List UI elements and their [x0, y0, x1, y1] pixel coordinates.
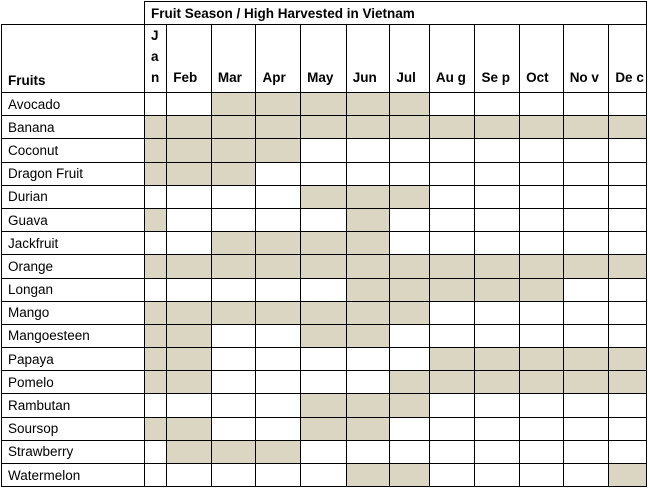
- season-cell-apr: [256, 232, 301, 255]
- season-cell-nov: [563, 208, 609, 231]
- month-header-sep: Se p: [475, 25, 520, 93]
- month-header-jul: Jul: [390, 25, 430, 93]
- season-cell-jan: [144, 464, 166, 487]
- season-cell-mar: [211, 394, 256, 417]
- season-cell-apr: [256, 185, 301, 208]
- title-corner-cell: [2, 2, 145, 25]
- season-cell-sep: [475, 301, 520, 324]
- season-cell-may: [301, 417, 347, 440]
- table-row: [2, 139, 647, 162]
- season-cell-apr: [256, 324, 301, 347]
- season-cell-feb: [167, 162, 212, 185]
- season-cell-aug: [429, 394, 475, 417]
- season-cell-jun: [346, 139, 390, 162]
- fruit-name-cell: Coconut: [2, 139, 145, 162]
- season-cell-oct: [520, 232, 564, 255]
- season-cell-nov: [563, 93, 609, 116]
- season-cell-sep: [475, 371, 520, 394]
- season-cell-oct: [520, 324, 564, 347]
- table-row: [2, 371, 647, 394]
- season-cell-may: [301, 185, 347, 208]
- season-cell-jul: [390, 371, 430, 394]
- season-cell-sep: [475, 232, 520, 255]
- season-cell-mar: [211, 371, 256, 394]
- season-cell-nov: [563, 371, 609, 394]
- season-cell-oct: [520, 139, 564, 162]
- season-cell-mar: [211, 185, 256, 208]
- season-cell-feb: [167, 232, 212, 255]
- season-cell-nov: [563, 116, 609, 139]
- fruit-name-cell: Strawberry: [2, 440, 145, 463]
- season-cell-jun: [346, 208, 390, 231]
- season-cell-oct: [520, 440, 564, 463]
- season-cell-apr: [256, 371, 301, 394]
- season-cell-sep: [475, 417, 520, 440]
- season-cell-oct: [520, 464, 564, 487]
- season-cell-dec: [609, 371, 647, 394]
- season-cell-aug: [429, 348, 475, 371]
- season-cell-jun: [346, 116, 390, 139]
- season-cell-mar: [211, 116, 256, 139]
- season-cell-jan: [144, 394, 166, 417]
- season-cell-may: [301, 440, 347, 463]
- season-cell-nov: [563, 417, 609, 440]
- season-cell-jun: [346, 394, 390, 417]
- season-cell-aug: [429, 162, 475, 185]
- season-cell-aug: [429, 208, 475, 231]
- season-cell-feb: [167, 464, 212, 487]
- season-cell-sep: [475, 440, 520, 463]
- month-header-apr: Apr: [256, 25, 301, 93]
- season-cell-may: [301, 301, 347, 324]
- season-cell-jun: [346, 232, 390, 255]
- season-cell-apr: [256, 278, 301, 301]
- table-row: [2, 464, 647, 487]
- season-cell-jul: [390, 208, 430, 231]
- season-cell-nov: [563, 324, 609, 347]
- season-cell-jul: [390, 139, 430, 162]
- season-cell-aug: [429, 255, 475, 278]
- fruit-name-cell: Jackfruit: [2, 232, 145, 255]
- fruit-name-cell: Mango: [2, 301, 145, 324]
- season-cell-jan: [144, 162, 166, 185]
- season-cell-mar: [211, 278, 256, 301]
- table-row: [2, 348, 647, 371]
- fruit-name-cell: Pomelo: [2, 371, 145, 394]
- season-cell-jul: [390, 116, 430, 139]
- month-header-aug: Au g: [429, 25, 475, 93]
- season-cell-mar: [211, 417, 256, 440]
- season-cell-jun: [346, 301, 390, 324]
- fruit-name-cell: Guava: [2, 208, 145, 231]
- season-cell-mar: [211, 162, 256, 185]
- season-cell-mar: [211, 440, 256, 463]
- season-cell-jan: [144, 348, 166, 371]
- season-cell-jul: [390, 93, 430, 116]
- fruits-column-header: Fruits: [2, 25, 145, 93]
- season-cell-sep: [475, 185, 520, 208]
- month-header-dec: De c: [609, 25, 647, 93]
- season-cell-jul: [390, 255, 430, 278]
- season-cell-oct: [520, 162, 564, 185]
- season-cell-dec: [609, 348, 647, 371]
- season-cell-oct: [520, 255, 564, 278]
- fruit-name-cell: Orange: [2, 255, 145, 278]
- fruit-name-cell: Longan: [2, 278, 145, 301]
- season-cell-nov: [563, 185, 609, 208]
- season-cell-may: [301, 371, 347, 394]
- header-row: [2, 25, 647, 93]
- season-cell-mar: [211, 208, 256, 231]
- fruit-name-cell: Avocado: [2, 93, 145, 116]
- season-cell-dec: [609, 464, 647, 487]
- season-cell-apr: [256, 139, 301, 162]
- season-cell-oct: [520, 93, 564, 116]
- season-cell-oct: [520, 116, 564, 139]
- fruit-name-cell: Soursop: [2, 417, 145, 440]
- season-cell-jan: [144, 324, 166, 347]
- season-cell-jun: [346, 371, 390, 394]
- season-cell-jul: [390, 185, 430, 208]
- table-row: [2, 278, 647, 301]
- season-cell-feb: [167, 116, 212, 139]
- season-cell-jan: [144, 208, 166, 231]
- season-cell-aug: [429, 440, 475, 463]
- month-header-jan: J a n: [144, 25, 166, 93]
- fruit-name-cell: Rambutan: [2, 394, 145, 417]
- season-cell-jun: [346, 162, 390, 185]
- season-cell-dec: [609, 440, 647, 463]
- season-cell-aug: [429, 116, 475, 139]
- season-cell-jan: [144, 417, 166, 440]
- season-cell-aug: [429, 93, 475, 116]
- season-cell-may: [301, 162, 347, 185]
- season-cell-jul: [390, 348, 430, 371]
- season-cell-nov: [563, 301, 609, 324]
- season-cell-apr: [256, 348, 301, 371]
- table-row: [2, 440, 647, 463]
- season-cell-dec: [609, 116, 647, 139]
- season-cell-nov: [563, 255, 609, 278]
- season-cell-apr: [256, 301, 301, 324]
- season-cell-oct: [520, 348, 564, 371]
- table-title: Fruit Season / High Harvested in Vietnam: [144, 2, 646, 25]
- season-cell-jan: [144, 278, 166, 301]
- fruit-season-table: [1, 1, 647, 487]
- season-cell-jul: [390, 464, 430, 487]
- season-cell-may: [301, 278, 347, 301]
- season-cell-dec: [609, 255, 647, 278]
- season-cell-feb: [167, 417, 212, 440]
- month-header-oct: Oct: [520, 25, 564, 93]
- season-cell-apr: [256, 394, 301, 417]
- season-cell-feb: [167, 371, 212, 394]
- season-cell-jun: [346, 348, 390, 371]
- season-cell-apr: [256, 162, 301, 185]
- season-cell-jun: [346, 324, 390, 347]
- season-cell-jun: [346, 185, 390, 208]
- season-cell-jan: [144, 301, 166, 324]
- season-cell-dec: [609, 278, 647, 301]
- season-cell-sep: [475, 208, 520, 231]
- season-cell-mar: [211, 139, 256, 162]
- season-cell-dec: [609, 417, 647, 440]
- season-cell-sep: [475, 278, 520, 301]
- season-cell-jun: [346, 93, 390, 116]
- season-cell-aug: [429, 139, 475, 162]
- season-cell-jan: [144, 93, 166, 116]
- season-cell-dec: [609, 394, 647, 417]
- season-cell-jun: [346, 278, 390, 301]
- season-cell-may: [301, 255, 347, 278]
- season-cell-apr: [256, 93, 301, 116]
- season-cell-mar: [211, 464, 256, 487]
- season-cell-oct: [520, 394, 564, 417]
- season-cell-feb: [167, 278, 212, 301]
- season-cell-jun: [346, 464, 390, 487]
- season-cell-jan: [144, 139, 166, 162]
- season-cell-nov: [563, 440, 609, 463]
- season-cell-sep: [475, 162, 520, 185]
- season-cell-jun: [346, 255, 390, 278]
- season-cell-jul: [390, 278, 430, 301]
- season-cell-feb: [167, 348, 212, 371]
- month-header-nov: No v: [563, 25, 609, 93]
- season-cell-may: [301, 394, 347, 417]
- season-cell-sep: [475, 394, 520, 417]
- season-cell-aug: [429, 371, 475, 394]
- season-cell-dec: [609, 93, 647, 116]
- season-cell-sep: [475, 348, 520, 371]
- season-cell-jul: [390, 324, 430, 347]
- season-cell-sep: [475, 116, 520, 139]
- table-row: [2, 185, 647, 208]
- season-cell-jan: [144, 440, 166, 463]
- season-cell-may: [301, 208, 347, 231]
- season-cell-mar: [211, 232, 256, 255]
- month-header-feb: Feb: [167, 25, 212, 93]
- table-row: [2, 255, 647, 278]
- table-row: [2, 93, 647, 116]
- season-cell-nov: [563, 348, 609, 371]
- season-cell-apr: [256, 464, 301, 487]
- month-header-jun: Jun: [346, 25, 390, 93]
- season-cell-dec: [609, 139, 647, 162]
- season-cell-dec: [609, 162, 647, 185]
- season-cell-apr: [256, 417, 301, 440]
- season-cell-may: [301, 116, 347, 139]
- season-cell-jan: [144, 185, 166, 208]
- season-cell-feb: [167, 394, 212, 417]
- fruit-name-cell: Durian: [2, 185, 145, 208]
- season-cell-mar: [211, 348, 256, 371]
- season-cell-aug: [429, 232, 475, 255]
- season-cell-jul: [390, 301, 430, 324]
- table-row: [2, 208, 647, 231]
- season-cell-oct: [520, 371, 564, 394]
- season-cell-dec: [609, 301, 647, 324]
- season-cell-sep: [475, 139, 520, 162]
- season-cell-apr: [256, 116, 301, 139]
- table-row: [2, 417, 647, 440]
- season-cell-aug: [429, 464, 475, 487]
- season-cell-jan: [144, 116, 166, 139]
- season-cell-aug: [429, 301, 475, 324]
- season-cell-nov: [563, 139, 609, 162]
- season-cell-feb: [167, 301, 212, 324]
- season-cell-feb: [167, 185, 212, 208]
- season-cell-aug: [429, 278, 475, 301]
- season-cell-jun: [346, 417, 390, 440]
- table-row: [2, 324, 647, 347]
- season-cell-nov: [563, 394, 609, 417]
- season-cell-nov: [563, 232, 609, 255]
- season-cell-jan: [144, 255, 166, 278]
- season-cell-feb: [167, 324, 212, 347]
- season-cell-apr: [256, 440, 301, 463]
- season-cell-jan: [144, 232, 166, 255]
- season-cell-may: [301, 464, 347, 487]
- table-row: [2, 162, 647, 185]
- season-cell-dec: [609, 208, 647, 231]
- season-cell-apr: [256, 255, 301, 278]
- table-row: [2, 116, 647, 139]
- fruit-name-cell: Papaya: [2, 348, 145, 371]
- season-cell-jul: [390, 162, 430, 185]
- table-row: [2, 301, 647, 324]
- fruit-name-cell: Mangoesteen: [2, 324, 145, 347]
- table-row: [2, 232, 647, 255]
- fruit-name-cell: Dragon Fruit: [2, 162, 145, 185]
- season-cell-aug: [429, 324, 475, 347]
- season-cell-oct: [520, 278, 564, 301]
- season-cell-may: [301, 139, 347, 162]
- title-row: [2, 2, 647, 25]
- season-cell-aug: [429, 185, 475, 208]
- season-cell-nov: [563, 278, 609, 301]
- season-cell-feb: [167, 255, 212, 278]
- season-cell-sep: [475, 324, 520, 347]
- season-cell-jul: [390, 232, 430, 255]
- season-cell-jun: [346, 440, 390, 463]
- season-cell-oct: [520, 301, 564, 324]
- season-cell-dec: [609, 324, 647, 347]
- table-row: [2, 394, 647, 417]
- season-cell-jul: [390, 440, 430, 463]
- season-cell-mar: [211, 324, 256, 347]
- season-cell-feb: [167, 139, 212, 162]
- fruit-name-cell: Banana: [2, 116, 145, 139]
- season-cell-jan: [144, 371, 166, 394]
- season-cell-may: [301, 232, 347, 255]
- season-cell-apr: [256, 208, 301, 231]
- season-cell-sep: [475, 93, 520, 116]
- month-header-may: May: [301, 25, 347, 93]
- season-cell-dec: [609, 232, 647, 255]
- fruit-name-cell: Watermelon: [2, 464, 145, 487]
- season-cell-oct: [520, 417, 564, 440]
- season-cell-nov: [563, 162, 609, 185]
- season-cell-aug: [429, 417, 475, 440]
- month-header-mar: Mar: [211, 25, 256, 93]
- season-cell-oct: [520, 208, 564, 231]
- season-cell-feb: [167, 440, 212, 463]
- season-cell-jul: [390, 417, 430, 440]
- season-cell-feb: [167, 93, 212, 116]
- season-cell-may: [301, 93, 347, 116]
- season-cell-nov: [563, 464, 609, 487]
- season-cell-may: [301, 324, 347, 347]
- season-cell-mar: [211, 301, 256, 324]
- season-cell-oct: [520, 185, 564, 208]
- season-cell-feb: [167, 208, 212, 231]
- season-cell-sep: [475, 464, 520, 487]
- season-cell-sep: [475, 255, 520, 278]
- season-cell-dec: [609, 185, 647, 208]
- season-cell-jul: [390, 394, 430, 417]
- season-cell-mar: [211, 255, 256, 278]
- season-cell-may: [301, 348, 347, 371]
- season-cell-mar: [211, 93, 256, 116]
